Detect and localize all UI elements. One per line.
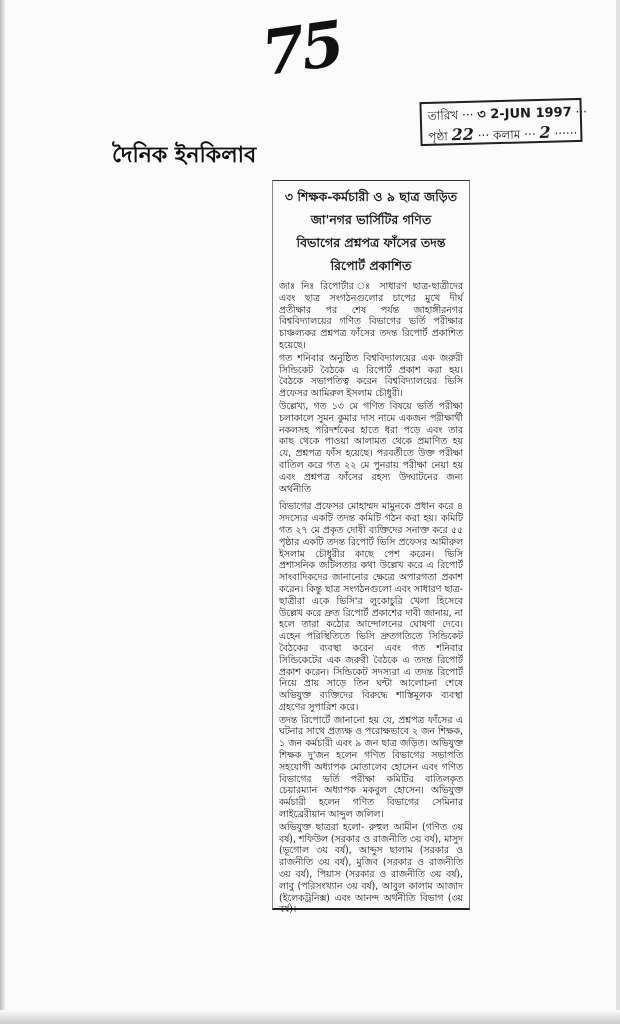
stamp-page-label: পৃষ্ঠা <box>428 129 448 144</box>
stamp-date-label: তারিখ <box>427 108 459 123</box>
headline-line: জা'নগর ভার্সিটির গণিত <box>310 212 432 227</box>
article-body <box>279 281 463 916</box>
stamp-column-value: 2 <box>539 122 551 142</box>
stamp-page-value: 22 <box>451 124 475 145</box>
headline-line: বিভাগের প্রশ্নপত্র ফাঁসের তদন্ত <box>296 235 446 250</box>
stamp-column-label: কলাম <box>492 127 521 143</box>
article-paragraph: বিভাগের প্রফেসর মোহাম্মদ মামুনকে প্রধান করে ৪ সদস্যের একটি তদন্ত কমিটি গঠন করা হয়। কমিটি গত ২৭ মে প্রকৃত দোষী ব্যক্তিদের সনাক্ত করে ৫৫ পৃষ্ঠার একটি তদন্ত রিপোর্ট ভিসি প্রফেসর আমীরুল ইসলাম চৌধুরীর কাছে পেশ করেন। ভিসি প্রশাসনিক জটিলতার কথা উল্লেখ করে এ রিপোর্ট সাংবাদিকদের জানানোর ক্ষেত্রে অপারগতা প্রকাশ করেন। কিন্তু ছাত্র সংগঠনগুলো এবং সাধারণ ছাত্র-ছাত্রীরা একে ভিসি'র লুকোচুরি খেলা হিসেবে উল্লেখ করে দ্রুত রিপোর্ট প্রকাশের দাবী জানায়, না হলে তারা কঠোর আন্দোলনের ঘোষণা দেবে। এহেন পরিস্থিতিতে ভিসি দ্রুতগতিতে সিন্ডিকেট বৈঠকের ব্যবস্থা করেন এবং গত শনিবার সিন্ডিকেটের এক জরুরী বৈঠকে এ তদন্ত রিপোর্ট প্রকাশ করেন। সিন্ডিকেট সদস্যরা এ তদন্ত রিপোর্ট নিয়ে প্রায় সাড়ে তিন ঘন্টা আলোচনা শেষে অভিযুক্ত ব্যক্তিদের বিরুদ্ধে শাস্তিমূলক ব্যবস্থা গ্রহণের সুপারিশ করে। <box>279 501 463 713</box>
headline-line: ৩ শিক্ষক-কর্মচারী ও ৯ ছাত্র জড়িত <box>284 189 458 204</box>
article-paragraph: তদন্ত রিপোর্টে জানানো হয় যে, প্রশ্নপত্র ফাঁসের এ ঘটনার সাথে প্রত্যক্ষ ও পরোক্ষভাবে ২ জন শিক্ষক, ১ জন কর্মচারী এবং ৯ জন ছাত্র জড়িত। অভিযুক্ত শিক্ষক দু'জন হলেন গণিত বিভাগের সভাপতি সহযোগী অধ্যাপক মোতালেব হোসেন এবং গণিত বিভাগের ভর্তি পরীক্ষা কমিটির বাতিলকৃত চেয়ারম্যান অধ্যাপক মকবুল হোসেন। অভিযুক্ত কর্মচারী হলেন গণিত বিভাগের সেমিনার লাইব্রেরীয়ান আব্দুল জলিল। <box>279 714 463 821</box>
handwritten-number: 75 <box>257 6 345 91</box>
news-article <box>272 180 470 916</box>
article-paragraph: অভিযুক্ত ছাত্ররা হলো- রুহুল আমীন (গণিত ৩য় বর্ষ), শফিউল (সরকার ও রাজনীতি ৩য় বর্ষ), মাসুদ (ভূগোল ৩য় বর্ষ), আব্দুস ছালাম (সরকার ও রাজনীতি ৩য় বর্ষ), মুজিব (সরকার ও রাজনীতি ৩য় বর্ষ), পিয়াস (সরকার ও রাজনীতি ৩য় বর্ষ), লাবু (পরিসংখ্যান ৩য় বর্ষ), আবুল কালাম আজাদ (ইলেকট্রনিক্স) এবং আনন্দ অর্থনীতি বিভাগ (৩য় বর্ষ)। <box>279 821 463 916</box>
scan-edge-right <box>616 0 620 1024</box>
newspaper-masthead: দৈনিক ইনকিলাব <box>112 143 257 168</box>
headline-line: রিপোর্ট প্রকাশিত <box>330 258 412 273</box>
scan-edge-left <box>0 0 6 1024</box>
stamp-page-row: পৃষ্ঠা 22 ··· কলাম ··· 2 ······ <box>428 122 578 145</box>
article-headline <box>279 185 463 277</box>
stamp-date-value: ৩ 2-JUN 1997 <box>477 105 572 123</box>
stamp-date-row: তারিখ ··· ৩ 2-JUN 1997 ··· <box>427 104 588 123</box>
scan-edge-bottom <box>0 1010 620 1024</box>
article-paragraph: জাঃ নিঃ রিপোর্টার ঃ সাধারণ ছাত্র-ছাত্রীদের এবং ছাত্র সংগঠনগুলোর চাপের মুখে দীর্ঘ প্রতীক্ষার পর শেষ পর্যন্ত জাহাঙ্গীরনগর বিশ্ববিদ্যালয়ের গণিত বিভাগের ভর্তি পরীক্ষার চাঞ্চল্যকর প্রশ্নপত্র ফাঁসের তদন্ত রিপোর্ট প্রকাশিত হয়েছে। <box>279 281 463 351</box>
archive-stamp <box>419 98 588 146</box>
article-paragraph: উল্লেখ্য, গত ১৩ মে গণিত বিষয়ে ভর্তি পরীক্ষা চলাকালে সুমন কুমার দাস নামে একজন পরীক্ষার্থী নকলসহ পরিদর্শকের হাতে ধরা পড়ে এবং তার কাছ থেকে পাওয়া আলামত থেকে প্রমাণিত হয় যে, প্রশ্নপত্র ফাঁস হয়েছে। পরবর্তীতে উক্ত পরীক্ষা বাতিল করে গত ২২ মে পুনরায় পরীক্ষা নেয়া হয় এবং প্রশ্নপত্র ফাঁসের রহস্য উদ্ঘাটনের জন্য অর্থনীতি <box>279 400 463 495</box>
article-paragraph: গত শনিবার অনুষ্ঠিত বিশ্ববিদ্যালয়ের এক জরুরী সিন্ডিকেট বৈঠকে এ রিপোর্ট প্রকাশ করা হয়। বৈঠকে সভাপতিত্ব করেন বিশ্ববিদ্যালয়ের ভিসি প্রফেসর আমিরুল ইসলাম চৌধুরী। <box>279 352 463 400</box>
